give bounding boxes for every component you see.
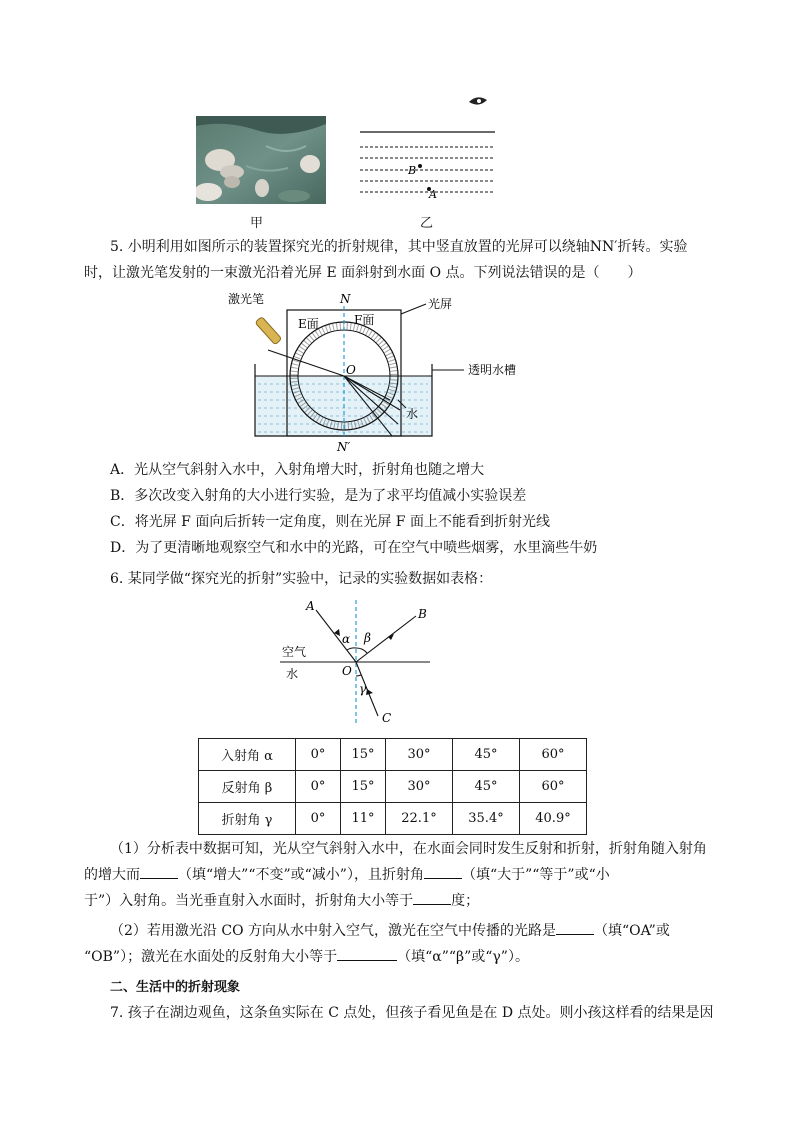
table-cell: 30° <box>386 771 453 803</box>
q5-option-d: D．为了更清晰地观察空气和水中的光路，可在空气中喷些烟雾，水里滴些牛奶 <box>110 540 598 556</box>
q5-option-c: C．将光屏 F 面向后折转一定角度，则在光屏 F 面上不能看到折射光线 <box>110 514 550 530</box>
point-b-label: B <box>408 164 417 177</box>
normal-bottom-label: N′ <box>337 440 351 454</box>
gamma-label: γ <box>359 682 367 696</box>
screen-label: 光屏 <box>428 297 453 311</box>
q6-stem: 6. 某同学做“探究光的折射”实验中，记录的实验数据如表格： <box>110 571 493 587</box>
beta-label: β <box>364 631 371 645</box>
table-row <box>199 739 587 771</box>
q5-option-b: B．多次改变入射角的大小进行实验，是为了求平均值减小实验误差 <box>110 488 527 504</box>
q6-part1-text: （填“大于”“等于”或“小 <box>461 867 610 883</box>
laser-label: 激光笔 <box>228 292 265 306</box>
table-cell: 15° <box>341 771 386 803</box>
table-cell: 45° <box>453 771 520 803</box>
ray-c-label: C <box>382 711 392 725</box>
q5-stem-line1: 5. 小明利用如图所示的装置探究光的折射规律，其中竖直放置的光屏可以绕轴NN′折转。实验 <box>110 239 688 255</box>
table-cell: 35.4° <box>453 803 520 835</box>
row-header: 折射角 γ <box>199 803 296 835</box>
row-header: 入射角 α <box>199 739 296 771</box>
point-o-label: O <box>346 363 356 377</box>
table-cell: 22.1° <box>386 803 453 835</box>
point-a-label: A <box>429 188 437 201</box>
reflection-refraction-diagram <box>270 596 450 728</box>
table-row <box>199 771 587 803</box>
eye-icon <box>469 97 487 104</box>
q6-part1-text: 的增大而 <box>84 867 140 883</box>
q6-part1-line3 <box>84 888 714 914</box>
water-label: 水 <box>286 667 299 681</box>
row-header: 反射角 β <box>199 771 296 803</box>
table-cell: 60° <box>520 771 587 803</box>
table-cell: 0° <box>296 803 341 835</box>
eye-water-diagram <box>355 92 505 204</box>
table-cell: 15° <box>341 739 386 771</box>
q6-part1-text: 于”）入射角。当光垂直射入水面时，折射角大小等于 <box>84 893 414 909</box>
laser-pen-icon <box>255 317 282 345</box>
q6-part2-text: （2）若用激光沿 CO 方向从水中射入空气，激光在空气中传播的光路是 <box>110 923 556 939</box>
q6-part2-line1 <box>110 918 740 944</box>
refraction-apparatus-diagram <box>220 290 540 458</box>
q6-part1-line1: （1）分析表中数据可知，光从空气斜射入水中，在水面会同时发生反射和折射，折射角随入射角 <box>110 841 707 857</box>
q6-part1-line2 <box>84 862 714 888</box>
ray-a-label: A <box>306 599 315 613</box>
e-face-label: E面 <box>298 317 319 331</box>
q6-part2-line2 <box>84 944 714 970</box>
q5-stem-line2: 时，让激光笔发射的一束激光沿着光屏 E 面斜射到水面 O 点。下列说法错误的是（ ） <box>84 265 642 281</box>
q7-stem: 7. 孩子在湖边观鱼，这条鱼实际在 C 点处，但孩子看见鱼是在 D 点处。则小孩这样看的结果是因 <box>110 1005 714 1021</box>
table-cell: 11° <box>341 803 386 835</box>
q6-part2-text: “OB”）；激光在水面处的反射角大小等于 <box>84 949 338 965</box>
answer-blank[interactable] <box>140 864 178 879</box>
table-cell: 0° <box>296 739 341 771</box>
table-cell: 40.9° <box>520 803 587 835</box>
table-row <box>199 803 587 835</box>
q5-option-a: A．光从空气斜射入水中，入射角增大时，折射角也随之增大 <box>110 462 485 478</box>
lake-photo <box>196 116 326 204</box>
figure-label-yi: 乙 <box>420 216 434 231</box>
answer-blank[interactable] <box>424 864 462 879</box>
ray-b-label: B <box>418 607 427 621</box>
q6-part1-text: （填“增大”“不变”或“减小”），且折射角 <box>178 867 424 883</box>
table-cell: 45° <box>453 739 520 771</box>
table-cell: 30° <box>386 739 453 771</box>
tank-label: 透明水槽 <box>468 363 517 377</box>
table-cell: 60° <box>520 739 587 771</box>
answer-blank[interactable] <box>413 890 451 905</box>
air-label: 空气 <box>282 645 307 659</box>
section-heading: 二、生活中的折射现象 <box>110 980 241 995</box>
q6-part2-text: （填“α”“β”或“γ”）。 <box>397 949 529 965</box>
f-face-label: F面 <box>354 313 375 327</box>
angle-data-table <box>198 738 587 835</box>
figure-label-jia: 甲 <box>250 216 264 231</box>
water-label: 水 <box>406 407 419 421</box>
table-cell: 0° <box>296 771 341 803</box>
answer-blank[interactable] <box>556 920 594 935</box>
point-o-label: O <box>342 664 352 678</box>
answer-blank[interactable] <box>337 946 397 961</box>
q6-part1-text: 度； <box>451 893 480 909</box>
normal-top-label: N <box>340 292 351 306</box>
alpha-label: α <box>342 632 351 646</box>
q6-part2-text: （填“OA”或 <box>594 923 670 939</box>
